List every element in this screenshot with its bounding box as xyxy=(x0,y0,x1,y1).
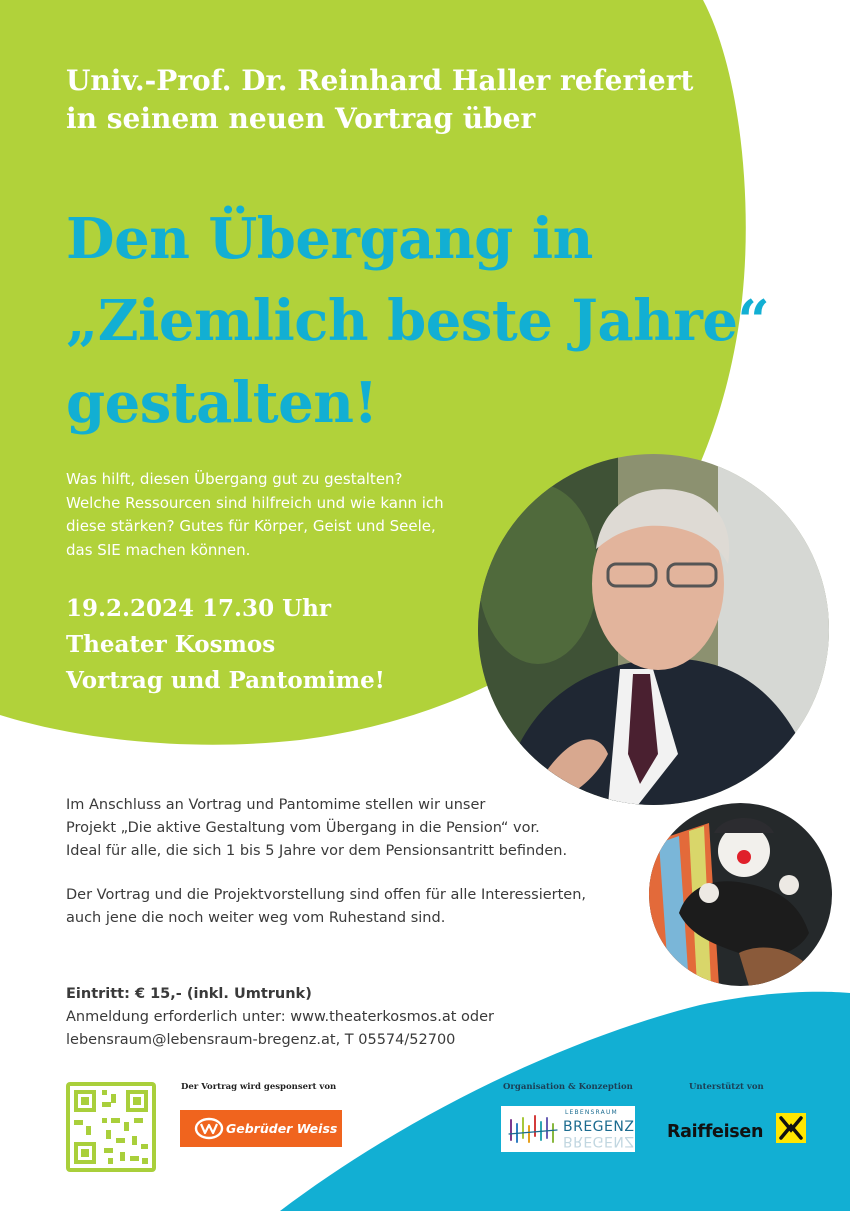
lebensraum-word: LEBENSRAUM xyxy=(565,1109,618,1116)
headline-line-3: gestalten! xyxy=(66,370,378,436)
gebrueder-weiss-name: Gebrüder Weiss xyxy=(226,1121,338,1136)
qr-pattern xyxy=(66,1082,156,1172)
qr-code-icon[interactable] xyxy=(66,1082,156,1172)
event-program: Vortrag und Pantomime! xyxy=(66,667,385,694)
intro-line-2: in seinem neuen Vortrag über xyxy=(66,102,536,135)
mime-illustration xyxy=(649,803,832,986)
bregenz-reflection: BREGENZ xyxy=(563,1133,635,1149)
raiffeisen-logo xyxy=(667,1113,809,1147)
raiffeisen-mark-glyph xyxy=(776,1113,806,1143)
raiffeisen-name: Raiffeisen xyxy=(667,1122,764,1142)
gebrueder-weiss-logo-icon xyxy=(190,1110,230,1147)
intro-text xyxy=(66,62,693,138)
headline-line-2: „Ziemlich beste Jahre“ xyxy=(66,288,770,354)
mime-photo xyxy=(649,803,832,986)
intro-line-1: Univ.-Prof. Dr. Reinhard Haller referiert xyxy=(66,64,694,97)
gebrueder-weiss-logo xyxy=(180,1110,342,1147)
raiffeisen-gable-cross-icon xyxy=(776,1113,806,1143)
sponsor-label: Der Vortrag wird gesponsert von xyxy=(181,1082,337,1092)
project-line-3: Ideal für alle, die sich 1 bis 5 Jahre vor dem Pensionsantritt befinden. xyxy=(66,843,568,859)
headline-line-1: Den Übergang in xyxy=(66,206,593,272)
questions-text: Was hilft, diesen Übergang gut zu gestalten? Welche Ressourcen sind hilfreich und wie kann ich diese stärken? Gutes für Körper, Geist und Seele, das SIE machen können. xyxy=(66,470,444,559)
open-line-2: auch jene die noch weiter weg vom Ruhestand sind. xyxy=(66,910,446,926)
project-paragraph xyxy=(66,794,567,863)
headline xyxy=(66,198,769,444)
speaker-photo xyxy=(478,454,829,805)
project-line-1: Im Anschluss an Vortrag und Pantomime stellen wir unser xyxy=(66,797,486,813)
support-label: Unterstützt von xyxy=(689,1082,764,1092)
open-line-1: Der Vortrag und die Projektvorstellung sind offen für alle Interessierten, xyxy=(66,887,587,903)
lebensraum-bregenz-logo-icon xyxy=(505,1106,563,1152)
registration-line-1: Anmeldung erforderlich unter: www.theaterkosmos.at oder xyxy=(66,1009,494,1025)
bregenz-word: BREGENZ xyxy=(563,1119,635,1135)
organisation-label: Organisation & Konzeption xyxy=(503,1082,633,1092)
registration-line-2: lebensraum@lebensraum-bregenz.at, T 05574/52700 xyxy=(66,1032,456,1048)
open-to-all-paragraph xyxy=(66,884,586,930)
event-venue: Theater Kosmos xyxy=(66,631,276,658)
admission-price: Eintritt: € 15,- (inkl. Umtrunk) xyxy=(66,986,312,1002)
lebensraum-bregenz-logo xyxy=(501,1106,635,1152)
admission-info xyxy=(66,983,494,1052)
event-datetime: 19.2.2024 17.30 Uhr xyxy=(66,595,331,622)
project-line-2: Projekt „Die aktive Gestaltung vom Übergang in die Pension“ vor. xyxy=(66,820,540,836)
speaker-illustration xyxy=(478,454,829,805)
event-info xyxy=(66,591,385,699)
